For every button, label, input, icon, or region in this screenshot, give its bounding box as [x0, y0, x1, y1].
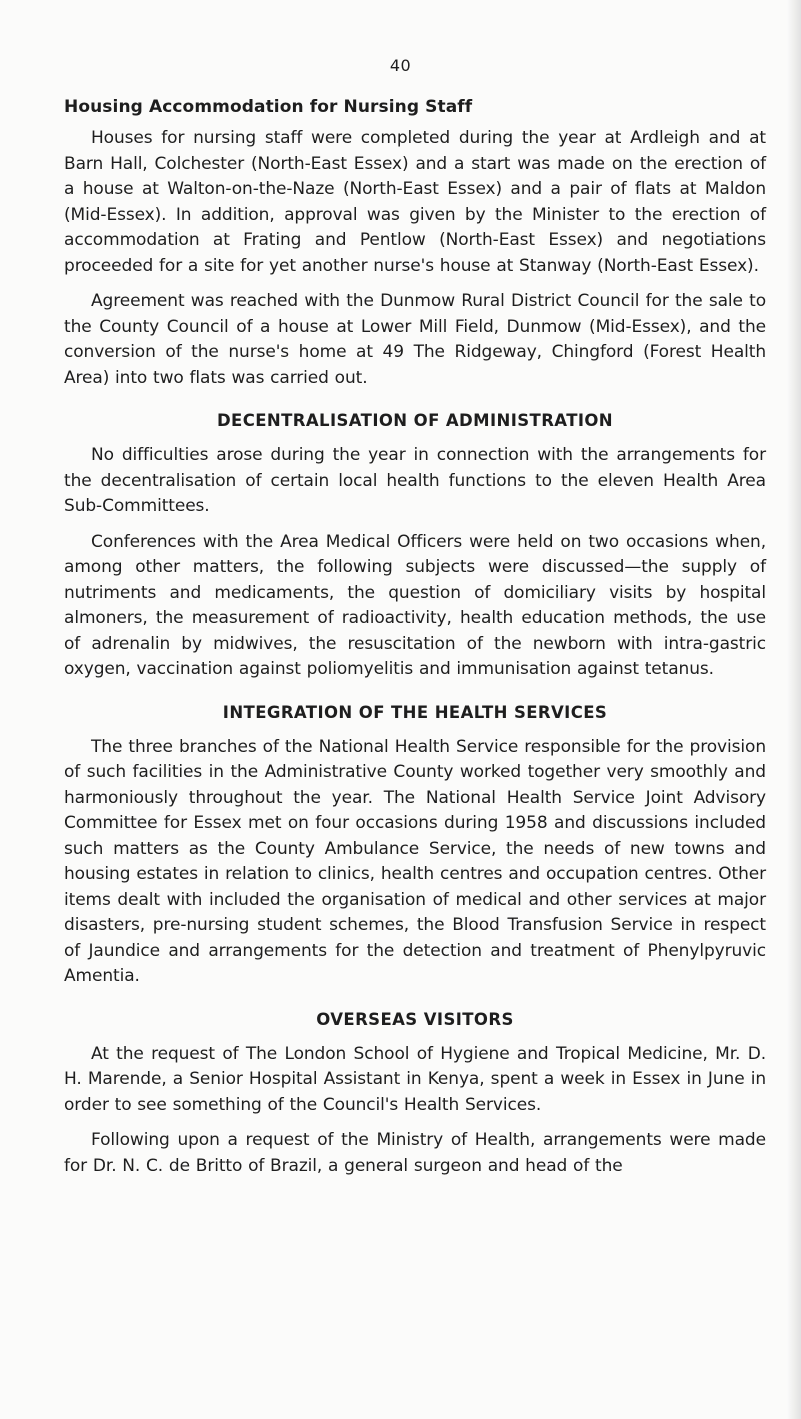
document-body	[64, 97, 766, 1189]
decentralisation-heading: DECENTRALISATION OF ADMINISTRATION	[216, 411, 614, 430]
page-edge-shadow	[787, 0, 801, 1419]
overseas-paragraph: At the request of The London School of Hygiene and Tropical Medicine, Mr. D. H. Marende, a Senior Hospital Assistant in Kenya, spent a week in Essex in June in order to see something of the Council's Health Services.	[64, 1043, 766, 1115]
housing-paragraph: Agreement was reached with the Dunmow Rural District Council for the sale to the County Council of a house at Lower Mill Field, Dunmow (Mid-Essex), and the conversion of the nurse's home at 49 The Ridgeway, Chingford (Forest Health Area) into two flats was carried out.	[64, 291, 766, 388]
page-number: 40	[389, 56, 412, 75]
decentralisation-paragraph: Conferences with the Area Medical Officers were held on two occasions when, among other matters, the following subjects were discussed—the supply of nutriments and medicaments, the question of domiciliary visits by hospital almoners, the measurement of radioactivity, health education methods, the use of adrenalin by midwives, the resuscitation of the newborn with intra-gastric oxygen, vaccination against poliomyelitis and immunisation against tetanus.	[64, 531, 766, 679]
decentralisation-paragraph: No difficulties arose during the year in connection with the arrangements for the decentralisation of certain local health functions to the eleven Health Area Sub-Committees.	[64, 445, 766, 516]
overseas-heading: OVERSEAS VISITORS	[316, 1009, 514, 1029]
housing-paragraph: Houses for nursing staff were completed during the year at Ardleigh and at Barn Hall, Colchester (North-East Essex) and a start was made on the erection of a house at Walton-on-the-Naze (North-East Essex) and a pair of flats at Maldon (Mid-Essex). In addition, approval was given by the Minister to the erection of accommodation at Frating and Pentlow (North-East Essex) and negotiations proceeded for a site for yet another nurse's house at Stanway (North-East Essex).	[64, 128, 766, 276]
integration-paragraph: The three branches of the National Health Service responsible for the provision of such facilities in the Administrative County worked together very smoothly and harmoniously throughout the year. The National Health Service Joint Advisory Committee for Essex met on four occasions during 1958 and discussions included such matters as the County Ambulance Service, the needs of new towns and housing estates in relation to clinics, health centres and occupation centres. Other items dealt with included the organisation of medical and other services at major disasters, pre-nursing student schemes, the Blood Transfusion Service in respect of Jaundice and arrangements for the detection and treatment of Phenylpyruvic Amentia.	[64, 736, 766, 986]
integration-heading: INTEGRATION OF THE HEALTH SERVICES	[222, 702, 608, 722]
housing-heading: Housing Accommodation for Nursing Staff	[64, 97, 473, 117]
overseas-paragraph: Following upon a request of the Ministry of Health, arrangements were made for Dr. N. C. de Britto of Brazil, a general surgeon and head of the	[64, 1130, 766, 1176]
